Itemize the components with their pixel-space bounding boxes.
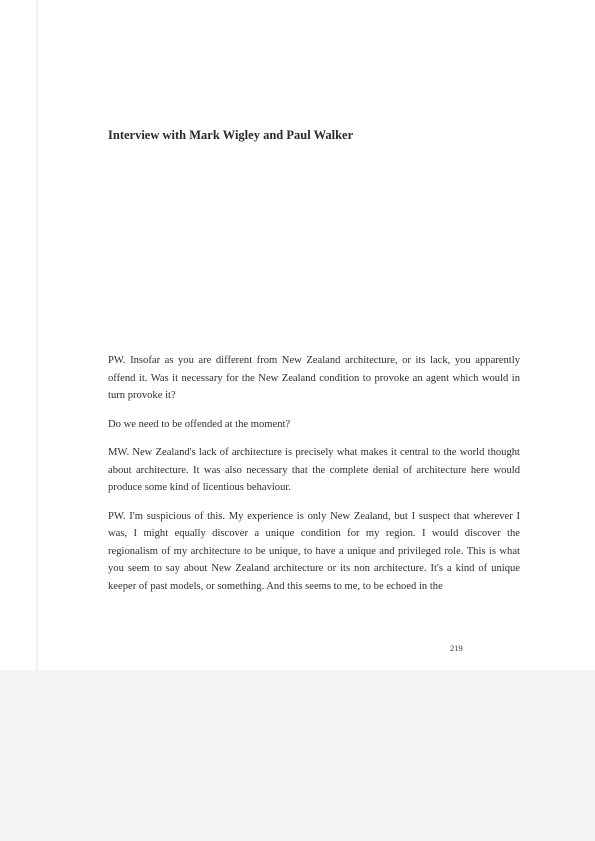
paragraph: PW. I'm suspicious of this. My experience is only New Zealand, but I suspect that wherever I was, I might equally discover a unique condition for my region. I would discover the regionalism of my architecture to be unique, to have a unique and privileged role. This is what you seem to say about New Zealand architecture or its non architecture. It's a kind of unique keeper of past models, or something. And this seems to me, to be echoed in the [108,510,520,592]
paper-edge [36,0,38,670]
page-number: 219 [450,643,463,653]
paragraph: PW. Insofar as you are different from New Zealand architecture, or its lack, you apparently offend it. Was it necessary for the New Zealand condition to provoke an agent which would in turn provoke it? [108,355,520,401]
page-title: Interview with Mark Wigley and Paul Walker [108,128,354,142]
paragraph: Do we need to be offended at the moment? [108,418,291,430]
scanner-background [0,670,595,841]
paragraph: MW. New Zealand's lack of architecture is precisely what makes it central to the world thought about architecture. It was also necessary that the complete denial of architecture here would produce some kind of licentious behaviour. [108,447,520,493]
body-text [108,352,520,595]
